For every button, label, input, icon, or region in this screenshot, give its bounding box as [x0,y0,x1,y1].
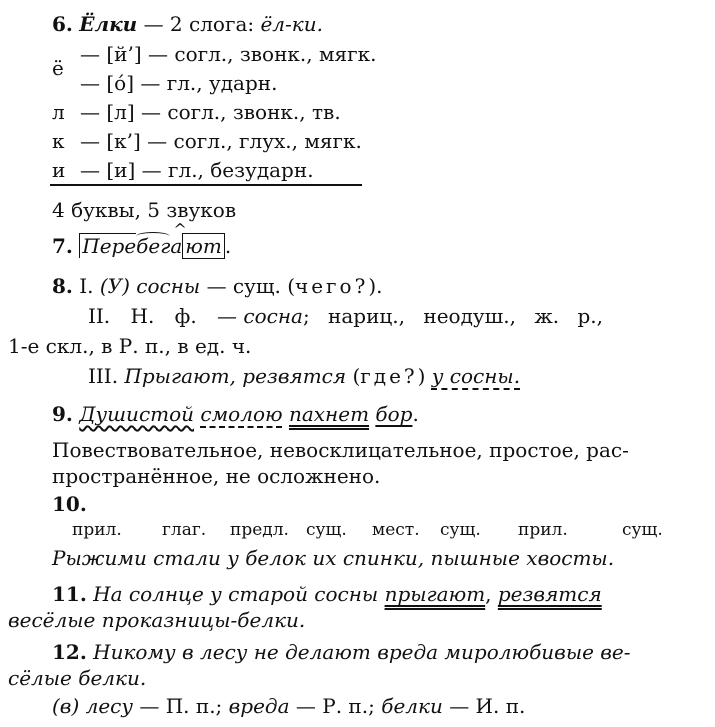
morpheme-ending: ют [182,233,225,259]
sound-row-3: — [л] — согл., звонк., тв. [80,100,341,124]
predicate-word: резвятся [497,582,602,606]
word: Ёлки [79,12,138,36]
adverbial-underlined: у сосны. [431,364,521,388]
case-label: — Р. п.; [295,694,375,718]
task-number: 9. [52,402,73,426]
task8-line4: III. Прыгают, резвятся (где?) у сосны. [88,364,521,388]
pos-label: прил. [518,520,568,540]
letter-k: к [52,129,65,153]
predicate-word: пахнет [288,402,370,426]
predicate-word: прыгают [384,582,486,606]
case-label: — И. п. [449,694,526,718]
pos-label: сущ. [306,520,347,540]
task11-line1 [52,584,602,604]
punct: . [224,234,232,258]
sound-row-1: — [й’] — согл., звонк., мягк. [80,42,377,66]
text: II. Н. ф. — [88,304,238,328]
task12-line3 [52,696,525,716]
text: — 2 слога: [143,12,255,36]
task8-line1 [52,276,382,296]
word: (в) лесу [52,694,133,718]
word: (У) сосны [99,274,201,298]
question: чего? [295,274,369,298]
task11-line2: весёлые проказницы-белки. [8,608,306,632]
task12-line1 [52,642,631,662]
word: Прыгают, резвятся [124,364,347,388]
task9-desc1: Повествовательное, невосклицательное, простое, рас- [52,438,629,462]
morpheme-prefix: Пере [79,233,136,258]
word: белки [381,694,443,718]
pos-label: прил. [72,520,122,540]
sound-row-5: — [и] — гл., безударн. [80,158,314,182]
punct: . [412,402,419,426]
task10-number: 10. [52,492,87,516]
task-number: 7. [52,234,73,258]
task9-desc2: пространённое, не осложнено. [52,464,381,488]
attribute-word: Душистой [79,402,195,426]
word: сосна [243,304,303,328]
roman: III. [88,364,119,388]
text: ). [368,274,383,298]
text: — сущ. ( [206,274,295,298]
task12-line2: сёлые белки. [8,666,147,690]
pos-label: глаг. [162,520,207,540]
letter-e: ё [52,56,64,80]
task8-line3: 1-е скл., в Р. п., в ед. ч. [8,334,252,358]
case-label: — П. п.; [139,694,223,718]
sound-row-2: — [о́] — гл., ударн. [80,71,278,95]
pos-label: предл. [230,520,289,540]
letter-i: и [52,158,66,182]
text: На солнце у старой сосны [93,582,379,606]
task9-line [52,404,419,424]
task-number: 12. [52,640,87,664]
pos-label: мест. [372,520,420,540]
task7-line [52,236,231,256]
subject-word: бор [375,402,413,426]
task-number: 8. [52,274,73,298]
task10-sentence: Рыжими стали у белок их спинки, пышные хвосты. [52,546,615,570]
task8-line2 [88,306,708,326]
text: Никому в лесу не делают вреда миролюбивые ве- [93,640,631,664]
punct: , [485,582,492,606]
syllables: ёл-ки. [260,12,323,36]
task6-summary: 4 буквы, 5 звуков [52,198,237,222]
divider-rule [50,184,362,186]
word: вреда [228,694,290,718]
question: где? [360,364,418,388]
task6-heading [52,14,323,34]
roman: I. [79,274,94,298]
text: ; нариц., неодуш., ж. р., [302,304,603,328]
morpheme-root: бег [136,234,171,258]
pos-label: сущ. [440,520,481,540]
task-number: 6. [52,12,73,36]
morpheme-suffix: ^ а [170,236,182,256]
object-word: смолою [200,402,283,426]
task-number: 11. [52,582,87,606]
pos-label: сущ. [622,520,663,540]
letter-l: л [52,100,65,124]
sound-row-4: — [к’] — согл., глух., мягк. [80,129,362,153]
